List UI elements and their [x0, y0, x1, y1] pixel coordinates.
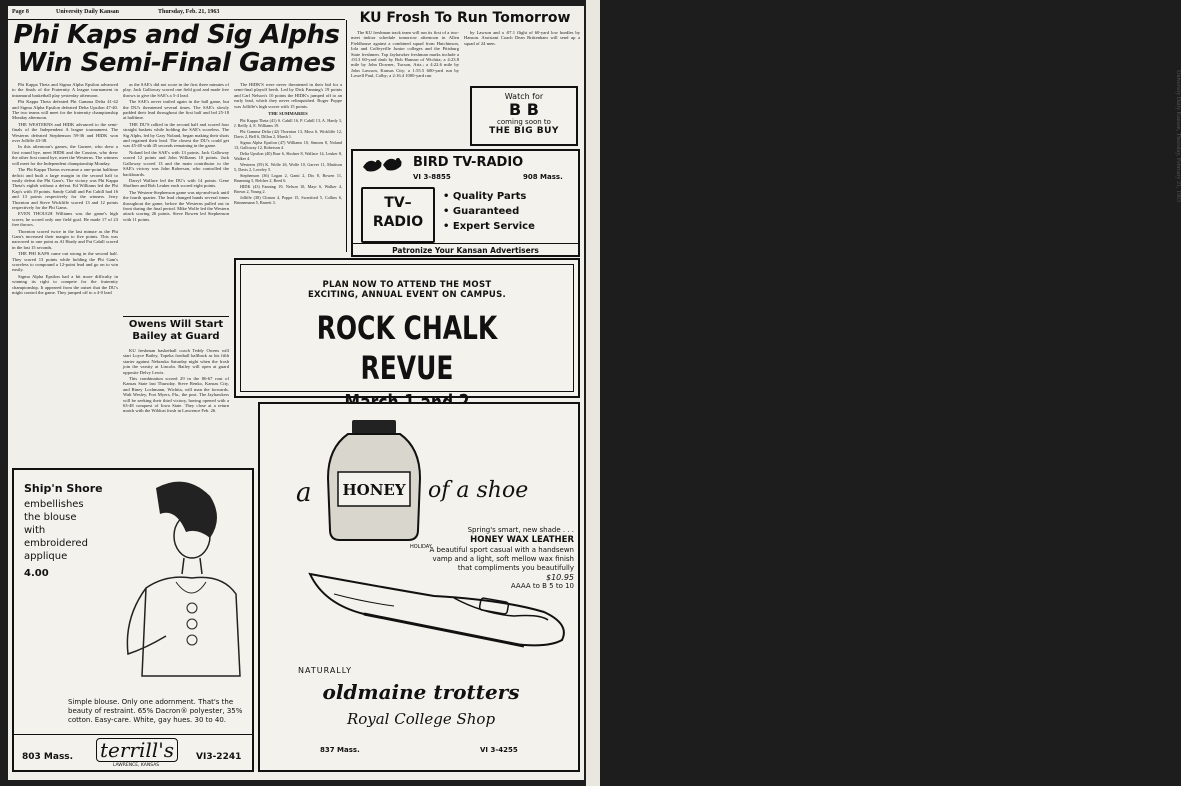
royal-college-shop-name: Royal College Shop	[346, 710, 496, 728]
revue-line2: EXCITING, ANNUAL EVENT ON CAMPUS.	[307, 290, 507, 300]
paragraph: The KU freshman track team will run its first of a two-meet indoor schedule tomorrow afternoon in Allen Fieldhouse against a combined squad from Hutchinson, Iola and Coffeyville Junior colleges and the Pittsburg State freshmen. Top Jayhawker freshman marks include a :03.3 60-yard dash by Bob Hanson of Wichita; a 4:23.8 mile by John Downer, Tucson, Ariz.; a 4:22.6 mile by John Lawson, Kansas City; a 1:55.5 600-yard run by Lowell Paul, Colby; a 2:16.4 1000-yard run	[351, 30, 459, 79]
birds-illustration	[361, 153, 405, 179]
terrills-line: with	[24, 525, 46, 536]
service-label: Expert Service	[452, 221, 535, 232]
summary-line: Phi Gamma Delta (42) Thornton 13, Moss 6, Wickliffe 12, Davis 2, Bell 6, Dillon 2, Marsh 1.	[234, 129, 342, 140]
lead-headline	[8, 21, 345, 77]
paragraph: by Lawson and a :07.1 flight of 60-yard low hurdles by Hanson. Assistant Coach Dean Brittenham will send up a squad of 24 men.	[464, 30, 580, 46]
naturally-label: NATURALLY	[298, 666, 353, 675]
paragraph: In this afternoon's games, the Gurnee, who drew a first round bye, meet HIDK and the Cousins, who drew the other first round bye, meet the Westerns. The winners will meet for the Independent championship Monday.	[12, 144, 118, 166]
lead-headline-line2: Win Semi-Final Games	[17, 48, 336, 78]
paragraph: Noland led the SAE's with 13 points. Jack Galloway scored 12 points and John Williams 10 points. Jack Galloway scored 13 and the main contributor to the SAE's victory was John Roberson, who controlled the backboards.	[123, 149, 229, 177]
terrills-headline	[24, 498, 88, 563]
frosh-story-col1	[351, 30, 459, 88]
lead-story-col3	[234, 82, 342, 257]
frosh-headline: KU Frosh To Run Tomorrow	[359, 10, 571, 26]
revue-line1: PLAN NOW TO ATTEND THE MOST	[322, 280, 492, 290]
paragraph: Thornton scored twice in the last minute as the Phi Gam's increased their margin to five points. This was narrowed to one point as Al Hardy and Pat Cahill scored in the last 15 seconds.	[12, 228, 118, 250]
paragraph: The HIDK'S were never threatened in their bid for a semi-final playoff berth. Led by Dick Fanning's 19 points and Carl Nelson's 10 points the HIDK's jumped off to an early lead, which they never relinquished. Roger Poppe was Jolliffe's high scorer with 15 points.	[234, 82, 342, 109]
issue-date: Thursday, Feb. 21, 1963	[158, 9, 220, 15]
paragraph: The Phi Kappa Thetas overcame a one-point halftime deficit and built a large margin in the second half to easily defeat the Phi Gam's. The victory was Phi Kappa Theta's eighth without a defeat. Ed Williams led the Phi Kap's with 19 points. Sandy Cahill and Pat Cahill had 16 and 13 points respectively for the winners. Jerry Thornton and Steve Wickliffe scored 13 and 12 points respectively for the Phi Gams.	[12, 167, 118, 210]
terrills-line: embellishes	[24, 499, 84, 510]
summary-line: Westerns (59) K. Wolfe 26, Wolfe 10, Garver 11, Mattison 5, Davis 2, Loveley 5.	[234, 162, 342, 173]
owens-story-body	[123, 348, 229, 466]
bird-phone: VI 3-8855	[413, 173, 451, 181]
shop-phone: VI 3-4255	[480, 746, 518, 754]
revue-title: ROCK CHALK REVUE	[316, 309, 498, 387]
patronize-footer: Patronize Your Kansan Advertisers	[353, 243, 578, 255]
honey-copy-title: HONEY WAX LEATHER	[470, 535, 574, 545]
big-buy-line1: Watch for	[504, 92, 544, 101]
terrills-line: embroidered	[24, 538, 88, 549]
paragraph: Sigma Alpha Epsilon had a bit more difficulty in winning its right to compete for the fraternity championship. It appeared from the outset that the DU's might control the game. They jumped off to a 4-0 lead	[12, 273, 118, 296]
service-item: • Guaranteed	[443, 206, 520, 217]
lead-story-col1	[12, 82, 118, 462]
tv-radio-box	[361, 187, 435, 243]
paragraph: Phi Kappa Theta and Sigma Alpha Epsilon advanced to the finals of the Fraternity A league tournament in intramural basketball play yesterday afternoon.	[12, 82, 118, 98]
newspaper-page	[8, 6, 584, 780]
paragraph: The SAE's never trailed again in the ball game, but the DU's threatened several times. The SAE's slowly padded their lead throughout the first half and led 25-18 at halftime.	[123, 99, 229, 121]
summaries-title: THE SUMMARIES	[268, 111, 308, 117]
big-buy-ad	[470, 86, 578, 146]
terrills-line: applique	[24, 551, 68, 562]
paragraph: Phi Kappa Theta defeated Phi Gamma Delta 41-42 and Sigma Alpha Epsilon defeated Delta Upsilon 47-40. The two teams will meet for the fraternity championship Monday afternoon.	[12, 99, 118, 121]
service-label: Quality Parts	[452, 191, 527, 202]
honey-tagline: of a shoe	[428, 478, 529, 503]
rock-chalk-revue-ad	[234, 258, 580, 398]
summary-line: Delta Upsilon (40) Burr 6, Shofner 8, Wallace 14, Leuker 8, Walker 4.	[234, 151, 342, 162]
terrills-phone: VI3-2241	[196, 752, 242, 762]
terrills-line: the blouse	[24, 512, 77, 523]
terrills-ad	[12, 468, 254, 772]
woman-in-blouse-illustration	[106, 478, 248, 678]
honey-sizes: AAAA to B 5 to 10	[510, 582, 574, 590]
honey-price: $10.95	[546, 573, 574, 582]
owens-headline-line2: Bailey at Guard	[132, 331, 220, 342]
radio-label: RADIO	[372, 214, 424, 230]
paragraph: Darryl Wallace led the DU's with 14 points. Gene Shoffner and Bob Leuker each scored eight points.	[123, 177, 229, 189]
terrills-footer-rule	[14, 734, 252, 735]
bird-address: 908 Mass.	[523, 173, 563, 181]
summary-line: Stephenson (36) Logan 2, Gantt 2, Dix 8, Bowen 11, Brummig 5, Belcher 2, Reed 6.	[234, 173, 342, 184]
honey-jar-illustration	[324, 418, 424, 542]
paragraph: The Western-Stephenson game was nip-and-tuck until the fourth quarter. The lead changed hands several times throughout the game, before the Westerns pulled out in front during the final period. Mike Wolfe led the Western attack scoring 26 points. Steve Bowen led Stephenson with 11 points.	[123, 189, 229, 222]
shop-address: 837 Mass.	[320, 746, 360, 754]
bird-tv-radio-ad	[351, 149, 580, 257]
summary-line: HIDK (43) Fanning 19, Nelson 10, Mayr 6, Walker 4, Brown 2, Young 2.	[234, 184, 342, 195]
summary-line: Phi Kappa Theta (41) S. Cahill 16, P. Cahill 13, A. Hardy 3, J. Reilly 4, E. Williams 19.	[234, 118, 342, 129]
service-item: • Expert Service	[443, 221, 535, 232]
adjacent-page-edge	[586, 0, 1181, 786]
bird-title: BIRD TV-RADIO	[413, 155, 524, 170]
paragraph: EVEN THOUGH Williams was the game's high scorer, he scored only one field goal. He made 17 of 23 free throws.	[12, 211, 118, 228]
terrills-price: 4.00	[24, 568, 49, 579]
oldmaine-trotters-logo: oldmaine trotters	[322, 680, 520, 704]
terrills-description: Simple blouse. Only one adornment. That's the beauty of restraint. 65% Dacron® polyester, 35% cotton. Easy-care. White, gay hues. 30 to 40.	[68, 698, 243, 724]
paragraph: THE PHI KAPS came out strong in the second half. They scored 13 points while holding the Phi Gam's scoreless to compound a 12-point lead and go on to win easily.	[12, 251, 118, 273]
loafer-shoe-illustration	[304, 554, 574, 650]
side-margin-text: University Daily Kansan, Thursday, February 21, 1963	[1175, 70, 1181, 202]
royal-college-shop-ad	[258, 402, 580, 772]
owens-headline	[123, 319, 229, 343]
honey-copy-intro: Spring's smart, new shade . . .	[467, 526, 574, 534]
paragraph: THE DU'S rallied in the second half and scored four straight baskets while holding the SAE's scoreless. The Sig Alphs, led by Gary Noland, began making their shots and regained their lead. The closest the DU's could get was 45-40 with 45 seconds remaining in the game.	[123, 121, 229, 149]
page-number: Page 8	[12, 9, 29, 15]
paragraph: KU freshman basketball coach Teddy Owens will start Loyce Bailey, Topeka football halfback as his fifth starter against Nebraska Saturday night when the frosh join the varsity at Lincoln. Bailey will open at guard opposite Delvy Lewis.	[123, 348, 229, 375]
column-rule	[346, 20, 347, 252]
honey-copy-body: A beautiful sport casual with a handsewn vamp and a light, soft mellow wax finish that compliments you beautifully	[429, 546, 574, 572]
paragraph: THE WESTERNS and HIDK advanced to the semi-finals of the Independent A league tournament. The Westerns defeated Stephenson 59-36 and HIDK won over Jolliffe 43-38.	[12, 121, 118, 144]
paragraph: as the SAE's did not score in the first three minutes of play. Jack Galloway scored one field goal and made free throws to give the SAE's a 5-4 lead.	[123, 82, 229, 98]
tv-label: TV–	[384, 195, 412, 211]
jar-label-text: HONEY	[342, 481, 406, 499]
lead-headline-line1: Phi Kaps and Sig Alphs	[13, 20, 340, 50]
frosh-story-col2	[464, 30, 580, 70]
shoe-brand-mark: HOLIDAY	[410, 544, 432, 550]
service-list	[443, 189, 535, 234]
terrills-brand: Ship'n Shore	[24, 482, 103, 495]
big-buy-line3: THE BIG BUY	[489, 126, 559, 136]
summary-line: Sigma Alpha Epsilon (47) Williams 10, Simons 8, Noland 13, Galloway 12, Roberson 4.	[234, 140, 342, 151]
big-buy-line2: coming soon to	[497, 118, 551, 126]
paragraph: This combination scored 29 in the 86-67 rout of Kansas State last Thursday. Steve Renko, Kansas City, and Riney Lochmann, Wichita, will man the forwards. Walt Wesley, Fort Myers, Fla., the post. The Jayhawkers will be seeking their third victory, having opened with a 63-48 conquest of Iowa State. They close at a return match with the Wildcat frosh in Lawrence Feb. 26.	[123, 376, 229, 414]
honey-a: a	[296, 478, 312, 508]
lead-story-col2	[123, 82, 229, 312]
terrills-city: LAWRENCE, KANSAS	[112, 763, 160, 768]
owens-rule	[123, 316, 229, 317]
big-buy-letters: B B	[509, 100, 539, 119]
terrills-logo: terrill's	[96, 738, 178, 762]
owens-headline-line1: Owens Will Start	[128, 319, 224, 330]
service-item: • Quality Parts	[443, 191, 527, 202]
summary-line: Jolliffe (38) Clinton 4, Poppe 15, Swartford 5, Collins 6, Brinnemann 5, Barrett 3.	[234, 195, 342, 206]
terrills-address: 803 Mass.	[22, 752, 74, 762]
paper-name: University Daily Kansan	[56, 9, 120, 15]
service-label: Guaranteed	[452, 206, 520, 217]
